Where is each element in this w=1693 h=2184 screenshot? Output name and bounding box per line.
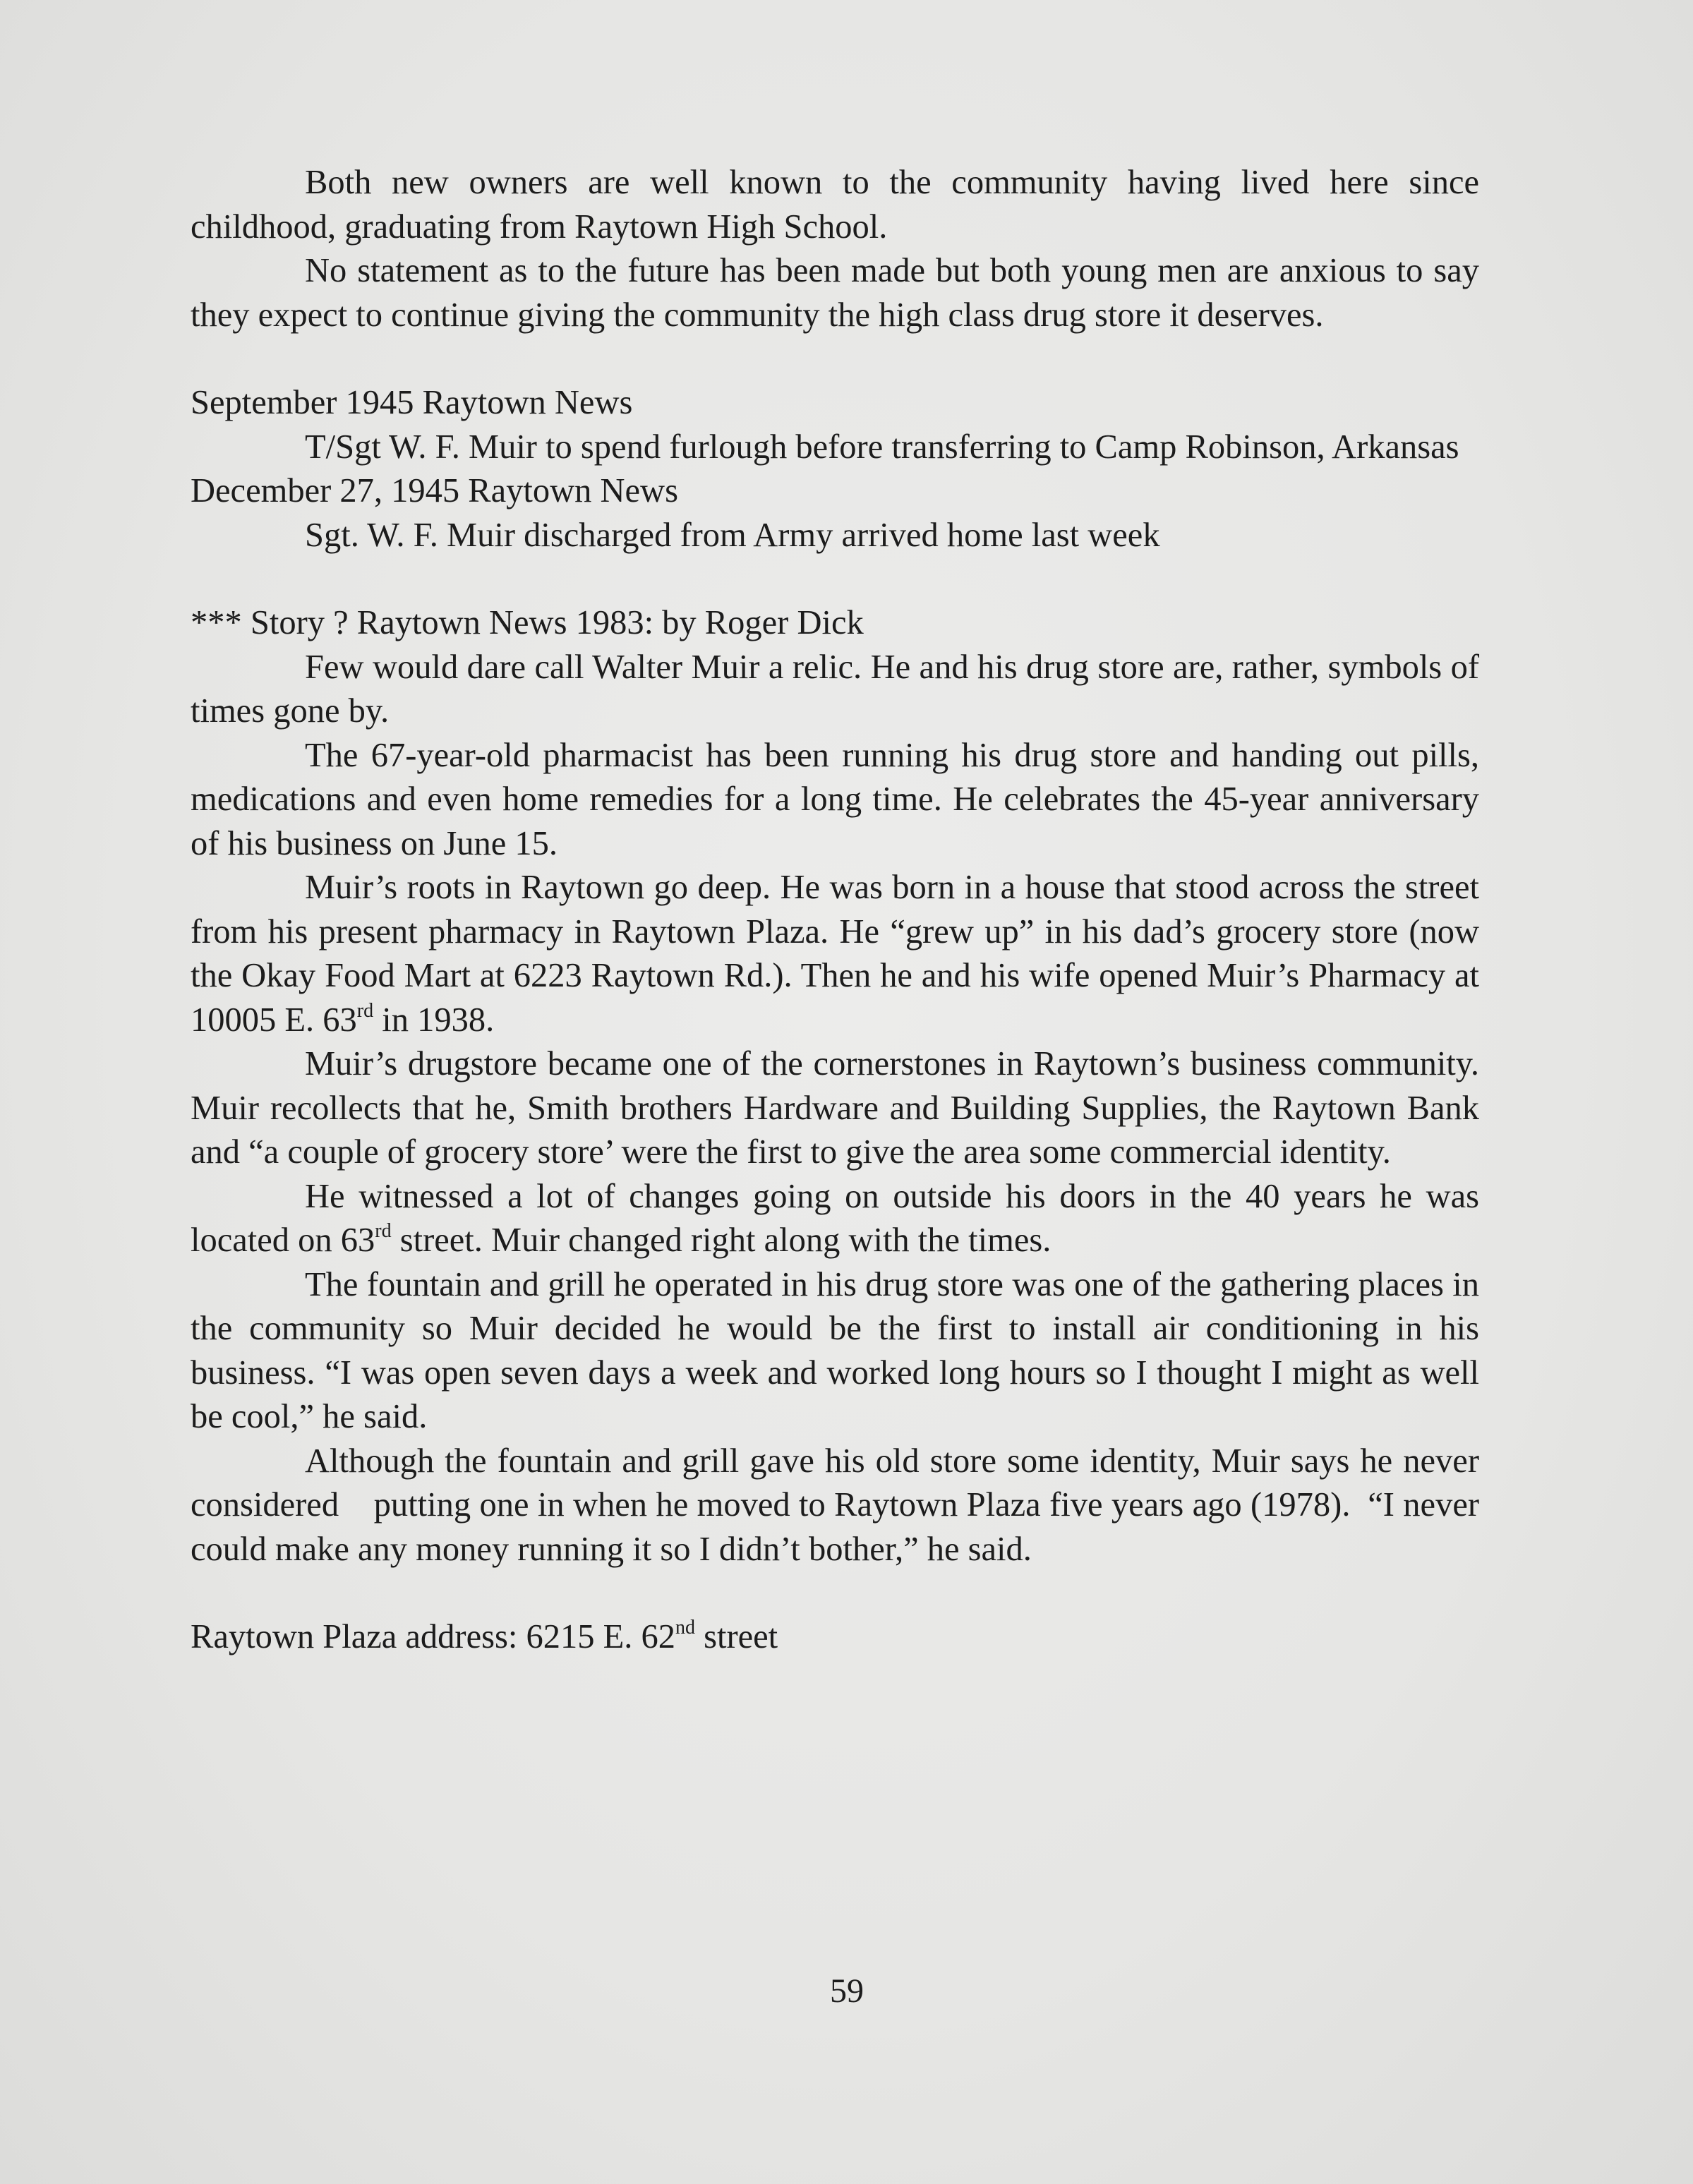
story-paragraph-5 <box>191 1175 1479 1263</box>
news-item-dec-1945: Sgt. W. F. Muir discharged from Army arrived home last week <box>305 516 1160 554</box>
spacer <box>191 337 1479 381</box>
story-paragraph-5-text: He witnessed a lot of changes going on outside his doors in the 40 years he was located on 63 <box>191 1177 1479 1259</box>
news-item-sep-1945: T/Sgt W. F. Muir to spend furlough before transferring to Camp Robinson, Arkansas <box>305 428 1459 466</box>
intro-paragraph-1: Both new owners are well known to the community having lived here since childhood, graduating from Raytown High School. <box>191 164 1479 246</box>
page-number: 59 <box>830 1972 864 2010</box>
address-line <box>191 1615 1479 1660</box>
superscript-rd: rd <box>356 999 374 1022</box>
story-paragraph-3-text: Muir’s roots in Raytown go deep. He was born in a house that stood across the street from his present pharmacy in Raytown Plaza. He “grew up” in his dad’s grocery store (now the Okay Food Mart at 6223 Raytown Rd.). Then he and his wife opened Muir’s Pharmacy at 10005 E. 63 <box>191 869 1479 1039</box>
superscript-rd: rd <box>375 1220 392 1242</box>
story-paragraph-3 <box>191 866 1479 1042</box>
story-paragraph-3-text-end: in 1938. <box>373 1001 495 1039</box>
address-text-end: street <box>694 1618 778 1655</box>
news-header-dec-1945: December 27, 1945 Raytown News <box>191 472 678 509</box>
story-paragraph-5-text-end: street. Muir changed right along with the times. <box>391 1221 1052 1259</box>
story-paragraph-4: Muir’s drugstore became one of the cornerstones in Raytown’s business community. Muir recollects that he, Smith brothers Hardware and Building Supplies, the Raytown Bank and “a couple of grocery store’ were the first to give the area some commercial identity. <box>191 1045 1479 1171</box>
story-paragraph-7: Although the fountain and grill gave his old store some identity, Muir says he never considered putting one in when he moved to Raytown Plaza five years ago (1978). “I never could make any money running it so I didn’t bother,” he said. <box>191 1442 1488 1568</box>
story-paragraph-1: Few would dare call Walter Muir a relic. He and his drug store are, rather, symbols of times gone by. <box>191 648 1479 730</box>
story-paragraph-2: The 67-year-old pharmacist has been running his drug store and handing out pills, medications and even home remedies for a long time. He celebrates the 45-year anniversary of his business on June 15. <box>191 736 1479 862</box>
spacer <box>191 1571 1479 1615</box>
superscript-nd: nd <box>675 1617 695 1639</box>
story-header: *** Story ? Raytown News 1983: by Roger Dick <box>191 604 864 641</box>
address-text: Raytown Plaza address: 6215 E. 62 <box>191 1618 675 1655</box>
news-header-sep-1945: September 1945 Raytown News <box>191 384 633 421</box>
body-text <box>191 161 1488 1660</box>
story-paragraph-6: The fountain and grill he operated in his drug store was one of the gathering places in the community so Muir decided he would be the first to install air conditioning in his business. “I was open seven days a week and worked long hours so I thought I might as well be cool,” he said. <box>191 1265 1479 1435</box>
intro-paragraph-2: No statement as to the future has been made but both young men are anxious to say they expect to continue giving the community the high class drug store it deserves. <box>191 252 1479 334</box>
spacer <box>191 557 1479 601</box>
